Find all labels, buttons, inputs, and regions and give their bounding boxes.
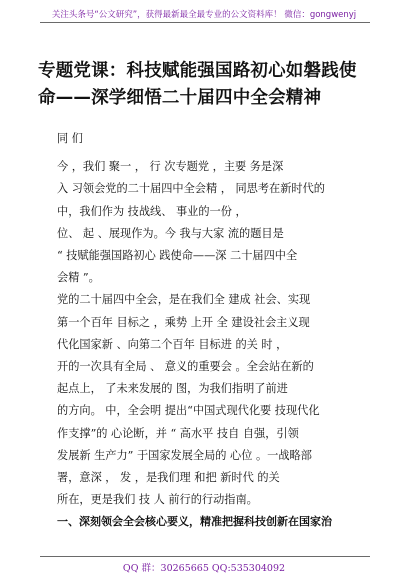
paragraph-2-line: 党的二十届四中全会，是在我们全 建成 社会、实现	[57, 293, 311, 307]
paragraph-2-line: 开的一次具有全局 、 意义的重要会 。全会站在新的	[57, 360, 314, 374]
header-divider	[40, 22, 370, 23]
paragraph-1-line: 今 ，我们 聚一 ， 行 次专题党 ，主要 务是深	[57, 160, 284, 174]
paragraph-1	[57, 156, 367, 289]
paragraph-1-line: 位、 起 、展现作为。今 我与大家 流的题目是	[57, 226, 284, 240]
document-body	[57, 122, 367, 534]
section-heading: 一、深刻领会全会核心要义，精准把握科技创新在国家治	[57, 515, 332, 529]
title-line-2: 命——深学细悟二十届四中全会精神	[38, 88, 322, 108]
paragraph-2-line: 起点上， 了未来发展的 图，为我们指明了前进	[57, 382, 288, 396]
paragraph-2-line: 第一个百年 目标之 ，乘势 上开 全 建设社会主义现	[57, 315, 310, 329]
paragraph-1-line: 入 习领会党的二十届四中全会精 ， 同思考在新时代的	[57, 182, 325, 196]
paragraph-2-line: 代化国家新 、向第二个百年 目标进 的关 时 ，	[57, 337, 288, 351]
paragraph-2-line: 署，意深 ， 发 ，是我们理 和把 新时代 的关	[57, 471, 280, 485]
paragraph-1-line: 中，我们作为 技战线、 事业的一份 ，	[57, 204, 247, 218]
salutation: 同 们	[57, 132, 83, 145]
paragraph-2-line: 所在，更是我们 技 人 前行的行动指南。	[57, 493, 258, 507]
title-line-1: 专题党课：科技赋能强国路初心如磐践使	[38, 61, 357, 81]
paragraph-1-line: “ 技赋能强国路初心 践使命——深 二十届四中全	[57, 249, 298, 263]
paragraph-2	[57, 289, 367, 511]
footer-divider	[40, 556, 370, 557]
paragraph-2-line: 作支撑”的 心论断，并 “ 高水平 技自 自强，引领	[57, 426, 299, 440]
document-title	[38, 58, 378, 112]
footer-contact: QQ 群：30265665 QQ:535304092	[122, 563, 286, 574]
paragraph-2-line: 发展新 生产力” 于国家发展全局的 心位 。一战略部	[57, 448, 312, 462]
header-banner: 关注头条号“公文研究”，获得最新最全最专业的公文资料库！ 微信：gongwenyj	[51, 10, 357, 20]
paragraph-2-line: 的方向。 中，全会明 提出“中国式现代化要 技现代化	[57, 404, 320, 418]
paragraph-1-line: 会精 ”。	[57, 271, 100, 285]
